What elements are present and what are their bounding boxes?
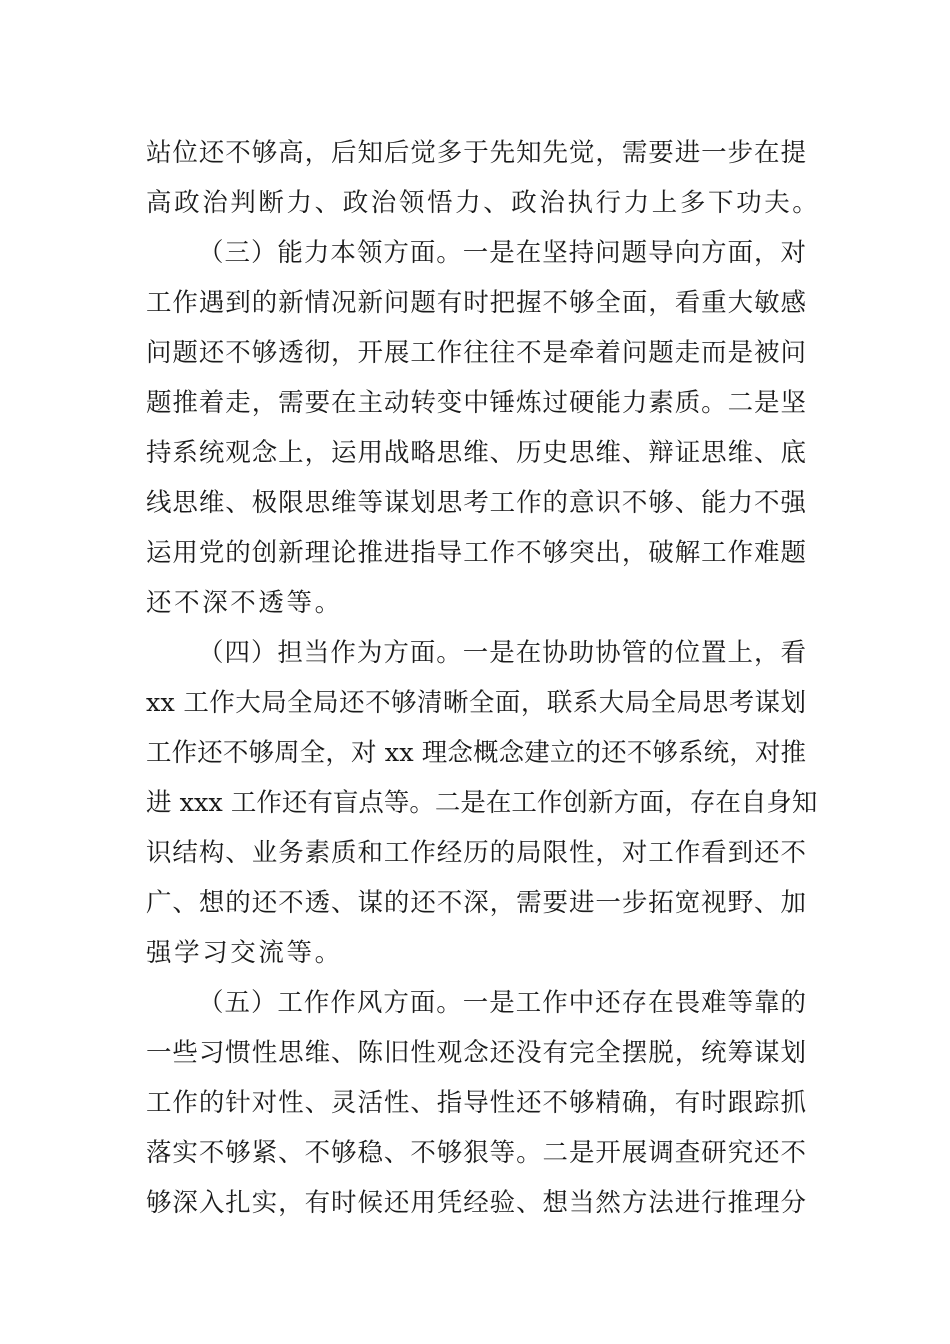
- paragraph-line: 落实不够紧、不够稳、不够狠等。二是开展调查研究还不: [146, 1138, 806, 1168]
- paragraph-line: xx 工作大局全局还不够清晰全面，联系大局全局思考谋划: [146, 688, 806, 718]
- paragraph-line: 问题还不够透彻，开展工作往往不是牵着问题走而是被问: [146, 338, 806, 368]
- paragraph-line: 运用党的创新理论推进指导工作不够突出，破解工作难题: [146, 538, 806, 568]
- paragraph-line: 高政治判断力、政治领悟力、政治执行力上多下功夫。: [146, 188, 821, 218]
- paragraph-line: 站位还不够高，后知后觉多于先知先觉，需要进一步在提: [146, 138, 806, 168]
- paragraph-line: 线思维、极限思维等谋划思考工作的意识不够、能力不强: [146, 488, 806, 518]
- paragraph-line: 广、想的还不透、谋的还不深，需要进一步拓宽视野、加: [146, 888, 806, 918]
- paragraph-line: 强学习交流等。: [146, 938, 343, 968]
- paragraph-line: 题推着走，需要在主动转变中锤炼过硬能力素质。二是坚: [146, 388, 806, 418]
- paragraph-line: 持系统观念上，运用战略思维、历史思维、辩证思维、底: [146, 438, 806, 468]
- paragraph-line: 一些习惯性思维、陈旧性观念还没有完全摆脱，统筹谋划: [146, 1038, 806, 1068]
- paragraph-line: 工作的针对性、灵活性、指导性还不够精确，有时跟踪抓: [146, 1088, 806, 1118]
- section-heading-line: （四）担当作为方面。一是在协助协管的位置上，看: [198, 638, 806, 668]
- paragraph-line: 工作遇到的新情况新问题有时把握不够全面，看重大敏感: [146, 288, 806, 318]
- paragraph-line: 还不深不透等。: [146, 588, 343, 618]
- paragraph-line: 识结构、业务素质和工作经历的局限性，对工作看到还不: [146, 838, 806, 868]
- section-heading-line: （五）工作作风方面。一是工作中还存在畏难等靠的: [198, 988, 806, 1018]
- paragraph-line: 够深入扎实，有时候还用凭经验、想当然方法进行推理分: [146, 1188, 806, 1218]
- section-heading-line: （三）能力本领方面。一是在坚持问题导向方面，对: [198, 238, 806, 268]
- paragraph-line: 进 xxx 工作还有盲点等。二是在工作创新方面，存在自身知: [146, 788, 818, 818]
- paragraph-line: 工作还不够周全，对 xx 理念概念建立的还不够系统，对推: [146, 738, 806, 768]
